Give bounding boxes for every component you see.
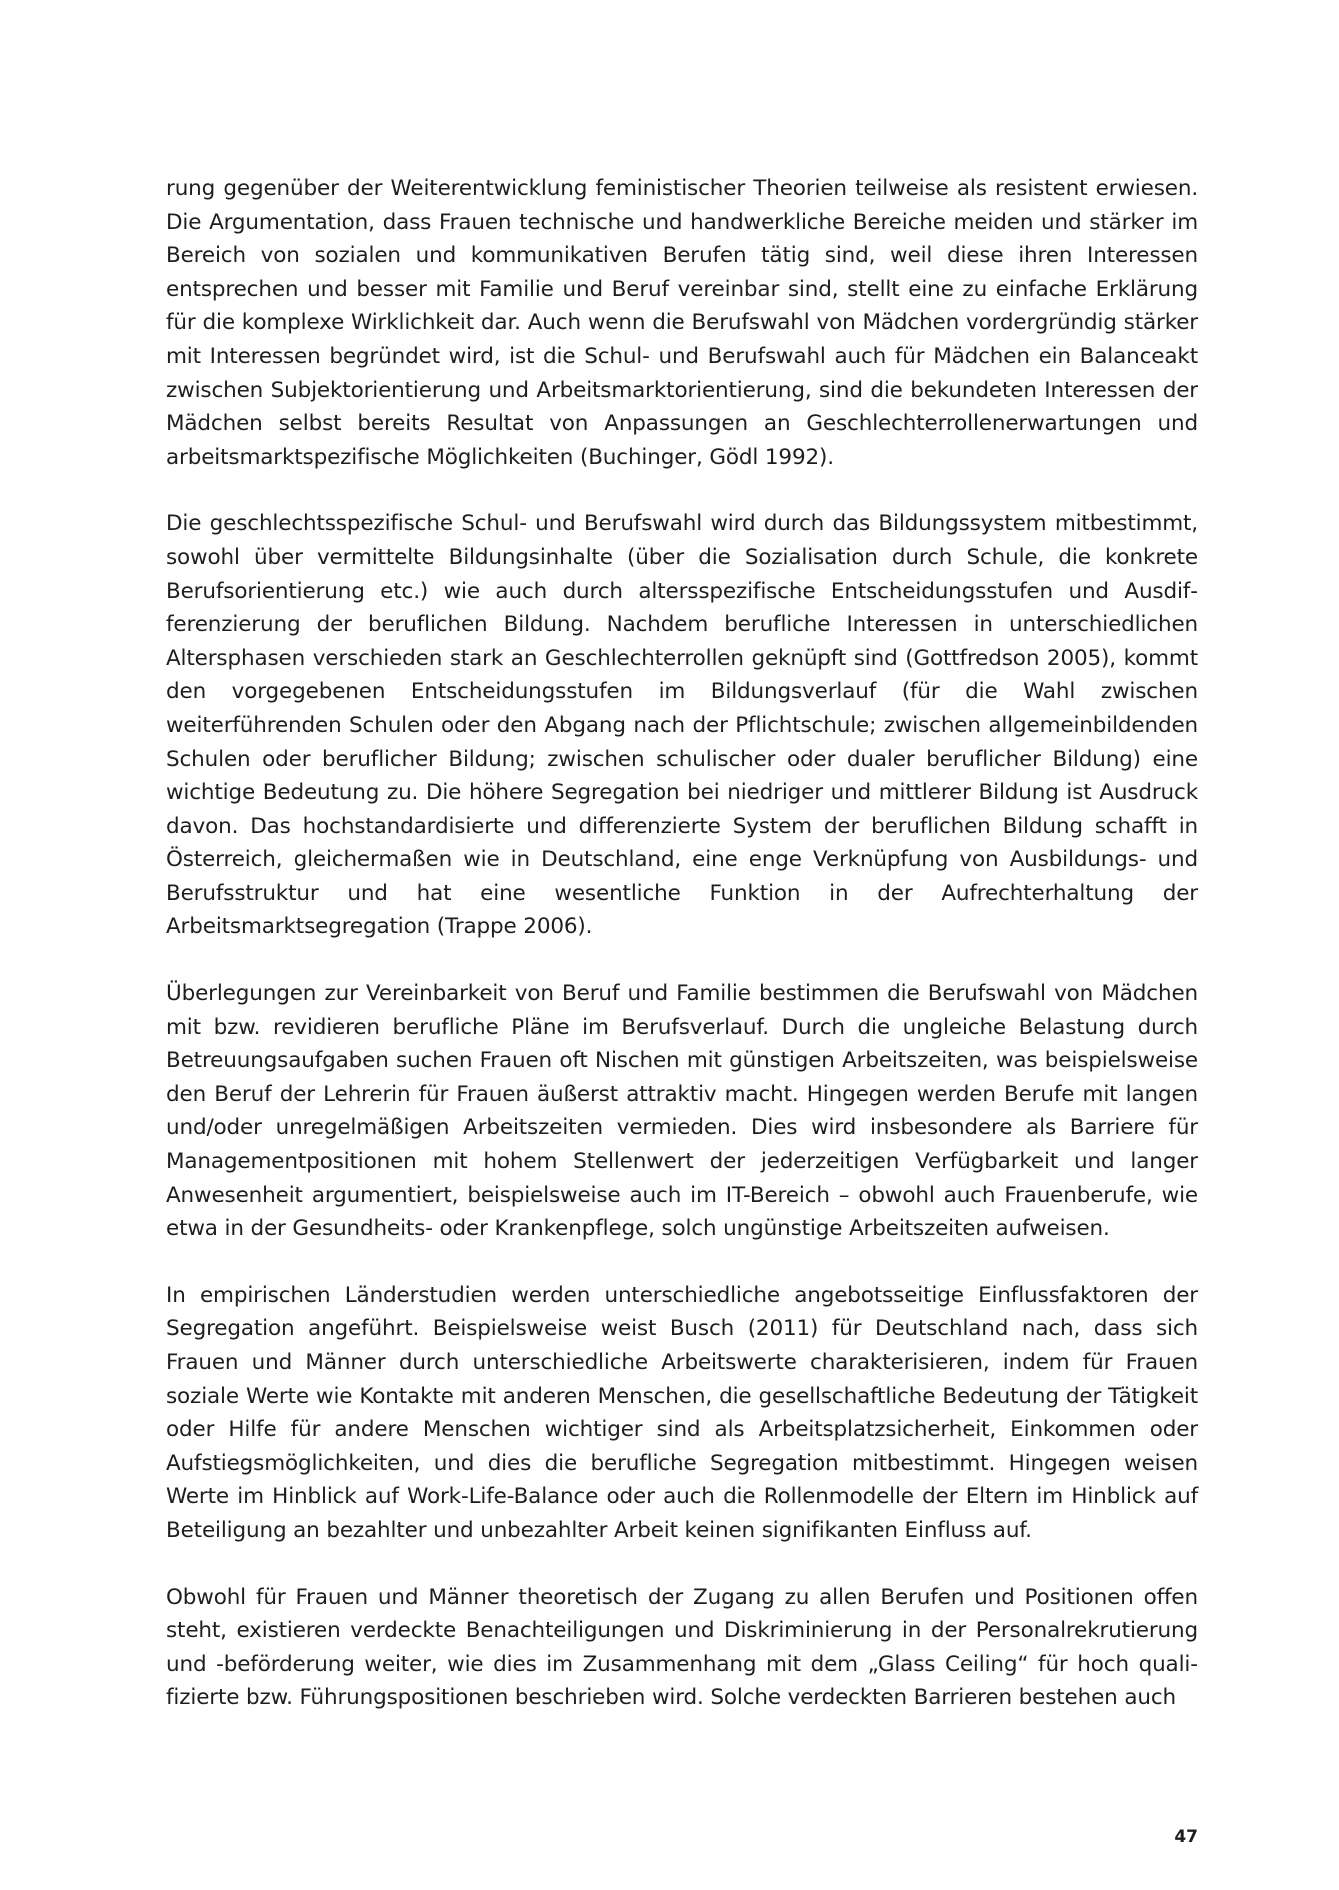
paragraph-2: Die geschlechtsspezifische Schul- und Berufswahl wird durch das Bildungssystem mitbestimmt, sowohl über vermittelte Bildungsinhalte (über die Sozialisation durch Schule, die konkrete Berufsorientierung etc.) wie auch durch altersspezifische Entscheidungsstufen und Ausdifferenzierung der beruflichen Bildung. Nachdem berufliche Interessen in unterschiedlichen Altersphasen verschieden stark an Geschlechterrollen geknüpft sind (Gottfredson 2005), kommt den vorgegebenen Entscheidungsstufen im Bildungsverlauf (für die Wahl zwischen weiterführenden Schulen oder den Abgang nach der Pflichtschule; zwischen allgemeinbildenden Schulen oder beruflicher Bildung; zwischen schulischer oder dualer beruflicher Bildung) eine wichtige Bedeutung zu. Die höhere Segregation bei niedriger und mittlerer Bildung ist Ausdruck davon. Das hochstandardisierte und differenzierte System der beruflichen Bildung schafft in Österreich, gleichermaßen wie in Deutschland, eine enge Verknüpfung von Ausbildungs- und Berufsstruktur und hat eine wesentliche Funktion in der Aufrechterhaltung der Arbeitsmarktsegregation (Trappe 2006).: [166, 511, 1198, 940]
paragraph-3: Überlegungen zur Vereinbarkeit von Beruf und Familie bestimmen die Berufswahl von Mädchen mit bzw. revidieren berufliche Pläne im Berufsverlauf. Durch die ungleiche Belastung durch Betreuungsaufgaben suchen Frauen oft Nischen mit günstigen Arbeitszeiten, was beispielsweise den Beruf der Lehrerin für Frauen äußerst attraktiv macht. Hingegen werden Berufe mit langen und/oder unregelmäßigen Arbeitszeiten vermieden. Dies wird insbesondere als Barriere für Managementpositionen mit hohem Stellenwert der jederzeitigen Verfügbarkeit und langer Anwesenheit argumentiert, beispielsweise auch im IT-Bereich – obwohl auch Frauenberufe, wie etwa in der Gesundheits- oder Krankenpflege, solch ungünstige Arbeitszeiten aufweisen.: [166, 981, 1198, 1242]
page-number: 47: [1174, 1827, 1198, 1847]
paragraph-5: Obwohl für Frauen und Männer theoretisch der Zugang zu allen Berufen und Positionen offen steht, existieren verdeckte Benachteiligungen und Diskriminierung in der Personalrekrutierung und -beförderung weiter, wie dies im Zusammenhang mit dem „Glass Ceiling“ für hoch qualifizierte bzw. Führungspositionen beschrieben wird. Solche verdeckten Barrieren bestehen auch: [166, 1584, 1198, 1711]
body-text: [166, 172, 1198, 1715]
paragraph-4: In empirischen Länderstudien werden unterschiedliche angebotsseitige Einflussfaktoren der Segregation angeführt. Beispielsweise weist Busch (2011) für Deutschland nach, dass sich Frauen und Männer durch unterschiedliche Arbeitswerte charakterisieren, indem für Frauen soziale Werte wie Kontakte mit anderen Menschen, die gesellschaftliche Bedeutung der Tätigkeit oder Hilfe für andere Menschen wichtiger sind als Arbeitsplatzsicherheit, Einkommen oder Aufstiegsmöglichkeiten, und dies die berufliche Segregation mitbestimmt. Hingegen weisen Werte im Hinblick auf Work-Life-Balance oder auch die Rollenmodelle der Eltern im Hinblick auf Beteiligung an bezahlter und unbezahlter Arbeit keinen signifikanten Einfluss auf.: [166, 1282, 1198, 1543]
paragraph-1: rung gegenüber der Weiterentwicklung feministischer Theorien teilweise als resistent erwiesen. Die Argumentation, dass Frauen technische und handwerkliche Bereiche meiden und stärker im Bereich von sozialen und kommunikativen Berufen tätig sind, weil diese ihren Interessen entsprechen und besser mit Familie und Beruf vereinbar sind, stellt eine zu einfache Erklärung für die komplexe Wirklichkeit dar. Auch wenn die Berufswahl von Mädchen vordergründig stärker mit Interessen begründet wird, ist die Schul- und Berufswahl auch für Mädchen ein Balanceakt zwischen Subjektorientierung und Arbeitsmarktorientierung, sind die bekundeten Interessen der Mädchen selbst bereits Resultat von Anpassungen an Geschlechterrollenerwartungen und arbeitsmarktspezifische Möglichkeiten (Buchinger, Gödl 1992).: [166, 176, 1198, 470]
